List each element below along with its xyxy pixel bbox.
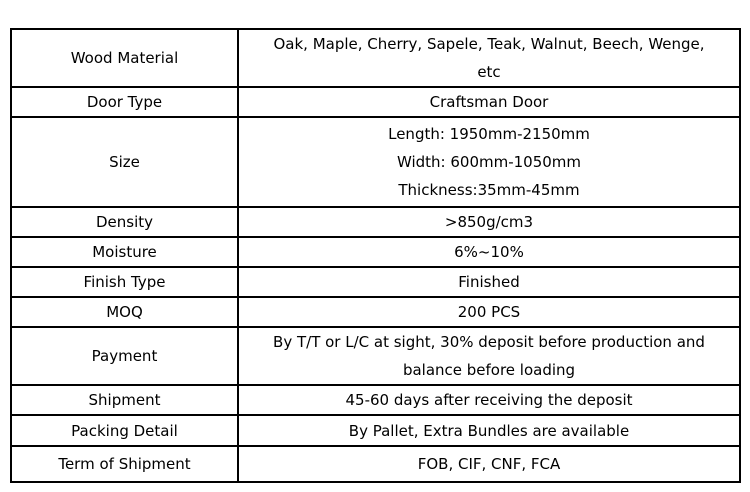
spec-value-term-of-shipment: FOB, CIF, CNF, FCA — [238, 446, 740, 482]
spec-label-moq: MOQ — [11, 297, 238, 327]
spec-label-payment: Payment — [11, 327, 238, 385]
spec-label-wood-material: Wood Material — [11, 29, 238, 87]
spec-value-moisture: 6%~10% — [238, 237, 740, 267]
table-row-density — [11, 207, 740, 237]
spec-label-shipment: Shipment — [11, 385, 238, 415]
spec-label-size: Size — [11, 117, 238, 207]
spec-value-packing-detail: By Pallet, Extra Bundles are available — [238, 415, 740, 446]
table-row-door-type — [11, 87, 740, 117]
value-line: Width: 600mm-1050mm — [396, 153, 582, 171]
value-line: Oak, Maple, Cherry, Sapele, Teak, Walnut, Beech, Wenge, — [273, 35, 705, 53]
table-row-moq — [11, 297, 740, 327]
spec-value-density: >850g/cm3 — [238, 207, 740, 237]
product-spec-table — [10, 28, 741, 483]
spec-label-moisture: Moisture — [11, 237, 238, 267]
table-row-payment — [11, 327, 740, 385]
spec-label-packing-detail: Packing Detail — [11, 415, 238, 446]
value-line: Length: 1950mm-2150mm — [388, 125, 590, 143]
value-line: By T/T or L/C at sight, 30% deposit before production and — [273, 333, 705, 351]
spec-value-moq: 200 PCS — [238, 297, 740, 327]
value-line: etc — [477, 63, 501, 81]
spec-label-finish-type: Finish Type — [11, 267, 238, 297]
value-line: Thickness:35mm-45mm — [398, 181, 580, 199]
spec-value-payment — [238, 327, 740, 385]
table-row-moisture — [11, 237, 740, 267]
table-row-wood-material — [11, 29, 740, 87]
spec-value-door-type: Craftsman Door — [238, 87, 740, 117]
spec-value-shipment: 45-60 days after receiving the deposit — [238, 385, 740, 415]
spec-value-finish-type: Finished — [238, 267, 740, 297]
table-row-term-of-shipment — [11, 446, 740, 482]
spec-label-door-type: Door Type — [11, 87, 238, 117]
spec-value-wood-material — [238, 29, 740, 87]
value-line: balance before loading — [402, 361, 576, 379]
spec-label-density: Density — [11, 207, 238, 237]
spec-label-term-of-shipment: Term of Shipment — [11, 446, 238, 482]
table-row-shipment — [11, 385, 740, 415]
table-row-finish-type — [11, 267, 740, 297]
table-row-packing-detail — [11, 415, 740, 446]
spec-value-size — [238, 117, 740, 207]
table-row-size — [11, 117, 740, 207]
